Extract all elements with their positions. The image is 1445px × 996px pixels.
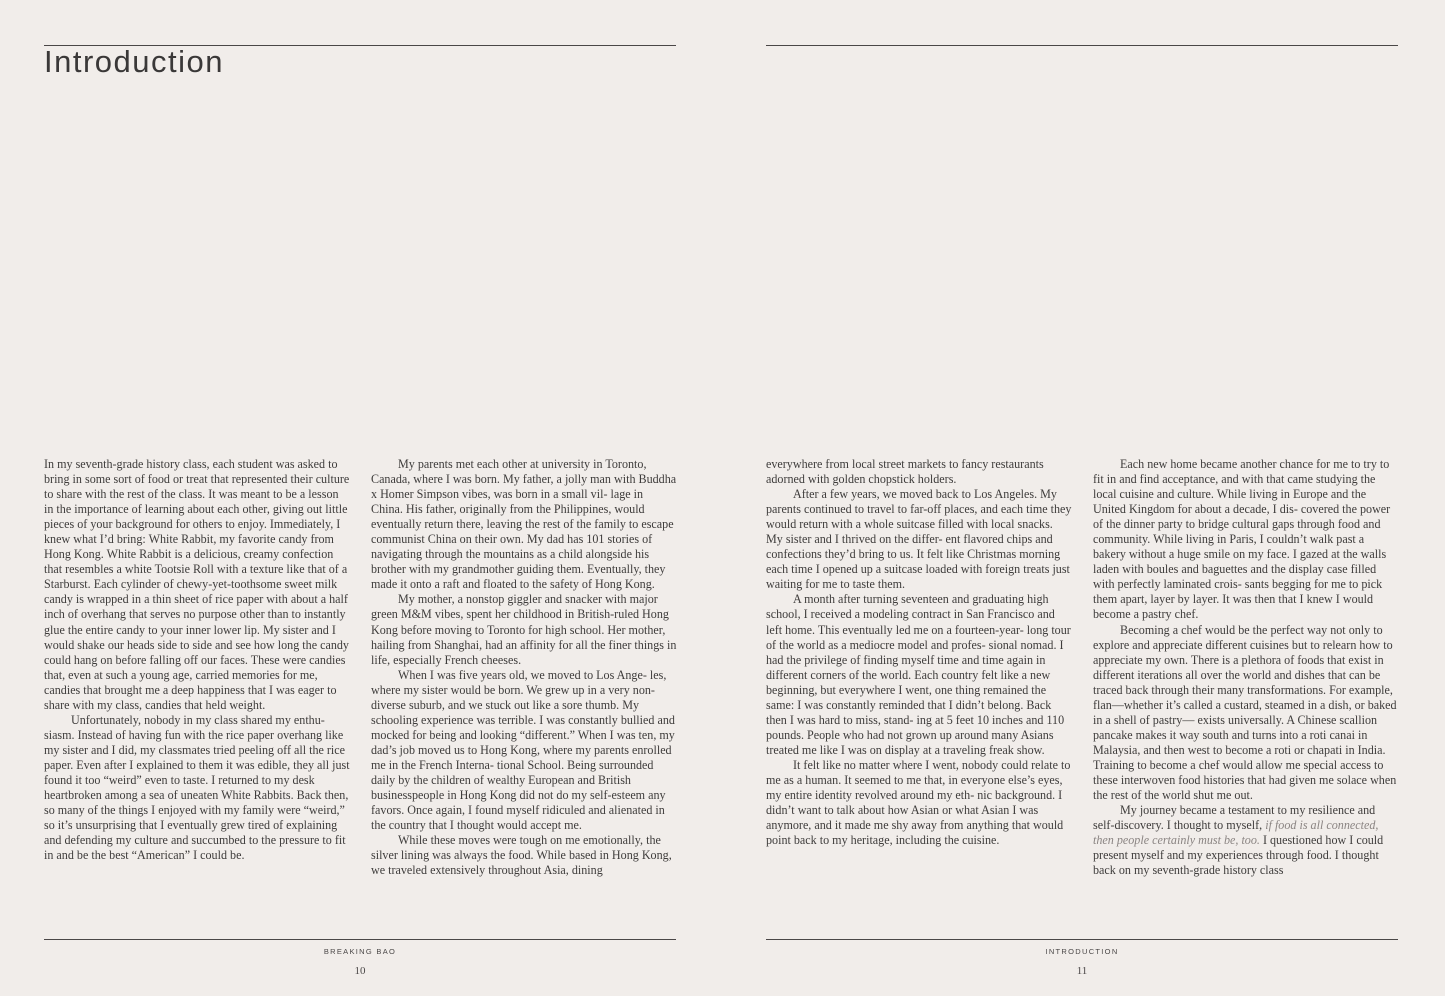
- paragraph-text: I questioned how I could present myself and my experiences through food. I thought back on my seventh-grade history class: [1093, 833, 1384, 878]
- paragraph: Becoming a chef would be the perfect way not only to explore and appreciate different cuisines but to relearn how to appreciate my own. There is a plethora of foods that exist in different iterations all over the world and dishes that can be traced back through their many transformations. For example, flan—whether it’s called a custard, steamed in a dish, or baked in a shell of pastry— exists universally. A Chinese scallion pancake makes it way south and turns into a roti canai in Malaysia, and then west to become a roti or chapati in India. Training to become a chef would allow me special access to these interwoven food histories that had given me solace when the rest of the world shut me out.: [1093, 622, 1397, 803]
- text-column-1: [44, 457, 350, 863]
- page-number-right: 11: [1076, 965, 1088, 977]
- paragraph: My parents met each other at university in Toronto, Canada, where I was born. My father, a jolly man with Buddha x Homer Simpson vibes, was born in a small vil- lage in China. His father, originally from the Philippines, would eventually return there, leaving the rest of the family to escape communist China on their own. My dad has 101 stories of navigating through the mountains as a child alongside his brother with my grandmother guiding them. Eventually, they made it onto a raft and floated to the safety of Hong Kong.: [371, 457, 677, 592]
- paragraph: [1093, 803, 1399, 878]
- bottom-rule-right: [766, 939, 1398, 940]
- text-column-4: [1093, 457, 1399, 878]
- paragraph: After a few years, we moved back to Los Angeles. My parents continued to travel to far-off places, and each time they would return with a whole suitcase filled with local snacks. My sister and I thrived on the differ- ent flavored chips and confections they’d bring to us. It felt like Christmas morning each time I opened up a suitcase loaded with foreign treats just waiting for me to taste them.: [766, 487, 1072, 592]
- paragraph: everywhere from local street markets to fancy restaurants adorned with golden chopstick holders.: [766, 457, 1044, 487]
- paragraph-text: My journey became a testament to my resilience and self-discovery. I thought to myself,: [1093, 803, 1376, 833]
- paragraph: A month after turning seventeen and graduating high school, I received a modeling contract in San Francisco and left home. This eventually led me on a fourteen-year- long tour of the world as a mediocre model and profes- sional nomad. I had the privilege of finding myself time and time again in different corners of the world. Each country felt like a new beginning, but everywhere I went, one thing remained the same: I was constantly reminded that I didn’t belong. Back then I was hard to miss, stand- ing at 5 feet 10 inches and 110 pounds. People who had not grown up around many Asians treated me like I was on display at a traveling freak show.: [766, 592, 1071, 757]
- bottom-rule-left: [44, 939, 676, 940]
- page-number-left: 10: [354, 965, 366, 977]
- paragraph: In my seventh-grade history class, each student was asked to bring in some sort of food or treat that represented their culture to share with the rest of the class. It was meant to be a lesson in the importance of learning about each other, giving out little pieces of your background for others to enjoy. Immediately, I knew what I’d bring: White Rabbit, my favorite candy from Hong Kong. White Rabbit is a delicious, creamy confection that resembles a white Tootsie Roll with a texture like that of a Starburst. Each cylinder of chewy-yet-toothsome sweet milk candy is wrapped in a thin sheet of rice paper with about a half inch of overhang that serves no purpose other than to instantly glue the entire candy to your inner lower lip. My sister and I would shake our heads side to side and see how long the candy could hang on before falling off our faces. These were candies that, even at such a young age, carried memories for me, candies that brought me a deep happiness that I was eager to share with my class, candies that held weight.: [44, 457, 350, 712]
- page-title: Introduction: [44, 44, 224, 79]
- running-head-right: INTRODUCTION: [1045, 947, 1119, 956]
- top-rule-right: [766, 45, 1398, 46]
- running-head-left: BREAKING BAO: [323, 947, 397, 956]
- italic-quote: if food is all connected, then people certainly must be, too.: [1093, 818, 1379, 848]
- paragraph: When I was five years old, we moved to Los Ange- les, where my sister would be born. We grew up in a very non-diverse suburb, and we stuck out like a sore thumb. My schooling experience was terrible. I was constantly bullied and mocked for being and looking “different.” When I was ten, my dad’s job moved us to Hong Kong, where my parents enrolled me in the French Interna- tional School. Being surrounded daily by the children of wealthy European and British businesspeople in Hong Kong did not do my self-esteem any favors. Once again, I found myself ridiculed and alienated in the country that I thought would accept me.: [371, 667, 675, 833]
- text-column-2: [371, 457, 677, 878]
- paragraph: Unfortunately, nobody in my class shared my enthu- siasm. Instead of having fun with the rice paper overhang like my sister and I did, my classmates tried peeling off all the rice paper. Even after I explained to them it was edible, they all just found it too “weird” even to taste. I returned to my desk heartbroken among a sea of uneaten White Rabbits. Back then, so many of the things I enjoyed with my family were “weird,” so it’s unsurprising that I eventually grew tired of explaining and defending my culture and succumbed to the pressure to fit in and be the best “American” I could be.: [44, 712, 350, 863]
- paragraph: It felt like no matter where I went, nobody could relate to me as a human. It seemed to me that, in everyone else’s eyes, my entire identity revolved around my eth- nic background. I didn’t want to talk about how Asian or what Asian I was anymore, and it made me shy away from anything that would point back to my heritage, including the cuisine.: [766, 757, 1071, 848]
- text-column-3: [766, 457, 1072, 848]
- paragraph: Each new home became another chance for me to try to fit in and find acceptance, and with that came studying the local cuisine and culture. While living in Europe and the United Kingdom for about a decade, I dis- covered the power of the dinner party to bridge cultural gaps through food and community. While living in Paris, I couldn’t walk past a bakery without a huge smile on my face. I gazed at the walls laden with boules and baguettes and the display case filled with perfectly laminated crois- sants begging for me to pick them apart, layer by layer. It was then that I knew I would become a pastry chef.: [1093, 457, 1391, 622]
- paragraph: While these moves were tough on me emotionally, the silver lining was always the food. While based in Hong Kong, we traveled extensively throughout Asia, dining: [371, 833, 672, 878]
- paragraph: My mother, a nonstop giggler and snacker with major green M&M vibes, spent her childhood in British-ruled Hong Kong before moving to Toronto for high school. Her mother, hailing from Shanghai, had an affinity for all the finer things in life, especially French cheeses.: [371, 592, 677, 667]
